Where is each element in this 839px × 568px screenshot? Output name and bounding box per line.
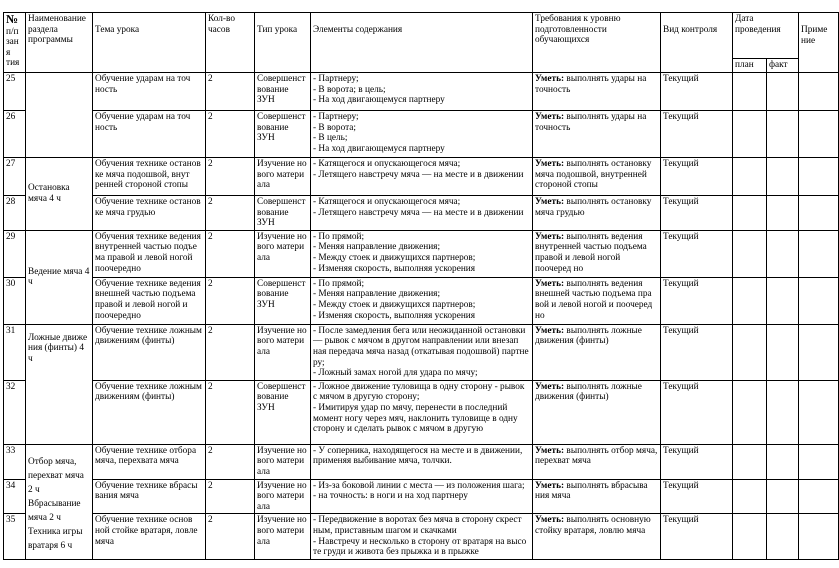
content-element-item: - Ложное движение туловища в одну сторону - рывок с мячом в другую сторону; xyxy=(313,381,525,403)
lesson-topic: Обучение технике ложным движениям (финты) xyxy=(93,380,206,444)
requirements xyxy=(533,111,661,158)
lesson-type: Изучение но вого матери ала xyxy=(255,324,311,380)
content-element-item: - На ход двигающемуся партнеру xyxy=(313,143,445,154)
requirements xyxy=(533,444,661,479)
header-date: Дата проведения xyxy=(733,13,799,59)
requirement-text: выполнять вбрасыва ния мяча xyxy=(535,480,648,502)
lesson-type: Изучение но вого матери ала xyxy=(255,514,311,559)
number-symbol: № xyxy=(6,12,19,26)
table-row xyxy=(4,277,839,324)
requirements xyxy=(533,196,661,231)
requirements xyxy=(533,380,661,444)
date-fact xyxy=(767,444,799,479)
table-row xyxy=(4,158,839,196)
content-elements xyxy=(311,111,533,158)
date-fact xyxy=(767,514,799,559)
row-number: 35 xyxy=(4,514,26,559)
control-type: Текущий xyxy=(661,111,733,158)
date-plan xyxy=(733,230,767,277)
lesson-hours: 2 xyxy=(206,514,255,559)
lesson-topic: Обучения технике останов ке мяча подошвой, внут ренней стороной стопы xyxy=(93,158,206,196)
content-elements xyxy=(311,444,533,479)
content-element-item: - Ложный замах ногой для удара по мячу; xyxy=(313,368,478,379)
lesson-topic: Обучение технике отбора мяча, перехвата мяча xyxy=(93,444,206,479)
table-row xyxy=(4,111,839,158)
lesson-topic: Обучения технике ведения внутренней частью подъе ма правой и левой ногой поочередно xyxy=(93,230,206,277)
row-number: 27 xyxy=(4,158,26,196)
lesson-hours: 2 xyxy=(206,196,255,231)
date-plan xyxy=(733,111,767,158)
content-element-item: - В ворота; xyxy=(313,122,356,133)
row-number: 31 xyxy=(4,324,26,380)
date-fact xyxy=(767,73,799,111)
row-number: 32 xyxy=(4,380,26,444)
section-name: Ложные движе ния (финты) 4 ч xyxy=(26,324,93,444)
date-plan xyxy=(733,196,767,231)
table-row xyxy=(4,380,839,444)
header-section: Наименование раздела программы xyxy=(26,13,93,73)
control-type: Текущий xyxy=(661,230,733,277)
lesson-type: Изучение но вого матери ала xyxy=(255,479,311,514)
header-elements: Элементы содержания xyxy=(311,13,533,73)
table-row xyxy=(4,230,839,277)
header-requirements: Требования к уровню подготовленности обучающихся xyxy=(533,13,661,73)
content-element-item: - Партнеру; xyxy=(313,74,359,84)
date-fact xyxy=(767,158,799,196)
requirement-text: выполнять ведения внутренней частью подъема правой и левой ногой поочеред но xyxy=(535,231,647,274)
content-element-item: - У соперника, находящегося на месте и в движении, применяя выбивание мяча, толчки. xyxy=(313,445,523,467)
date-fact xyxy=(767,479,799,514)
content-elements xyxy=(311,479,533,514)
content-element-item: - Навстречу и несколько в сторону от вратаря на высо те груди и живота без прыжка и в прыжке xyxy=(313,536,527,558)
content-elements xyxy=(311,230,533,277)
note xyxy=(799,380,839,444)
content-element-item: - После замедления бега или неожиданной остановки — рывок с мячом в другом направлении или внезап ная передача мяча назад (откатывая подошвой) партне ру; xyxy=(313,325,529,368)
row-number: 33 xyxy=(4,444,26,479)
lesson-hours: 2 xyxy=(206,324,255,380)
control-type: Текущий xyxy=(661,277,733,324)
content-element-item: - Катящегося и опускающегося мяча; xyxy=(313,159,461,169)
note xyxy=(799,230,839,277)
lesson-type: Совершенст вование ЗУН xyxy=(255,111,311,158)
content-element-item: - Партнеру; xyxy=(313,112,359,122)
content-elements xyxy=(311,514,533,559)
date-fact xyxy=(767,230,799,277)
content-elements xyxy=(311,324,533,380)
date-fact xyxy=(767,111,799,158)
header-type: Тип урока xyxy=(255,13,311,73)
requirement-text: выполнять удары на точность xyxy=(535,112,647,133)
lesson-topic: Обучение ударам на точ ность xyxy=(93,73,206,111)
requirement-text: выполнять остановку мяча грудью xyxy=(535,197,652,218)
requirement-text: выполнять ложные движения (финты) xyxy=(535,325,642,347)
row-number: 26 xyxy=(4,111,26,158)
header-control: Вид контроля xyxy=(661,13,733,73)
control-type: Текущий xyxy=(661,158,733,196)
requirement-label: Уметь: xyxy=(535,197,565,207)
requirement-label: Уметь: xyxy=(535,231,565,242)
lesson-type: Изучение но вого матери ала xyxy=(255,444,311,479)
content-element-item: - Меняя направление движения; xyxy=(313,289,441,300)
table-row xyxy=(4,479,839,514)
lesson-type: Совершенст вование ЗУН xyxy=(255,73,311,111)
control-type: Текущий xyxy=(661,514,733,559)
lesson-hours: 2 xyxy=(206,230,255,277)
table-row xyxy=(4,73,839,111)
requirements xyxy=(533,277,661,324)
date-plan xyxy=(733,158,767,196)
date-fact xyxy=(767,380,799,444)
content-element-item: - Между стоек и движущихся партнеров; xyxy=(313,252,476,263)
requirement-text: выполнять основную стойку вратаря, ловлю мяча xyxy=(535,515,651,536)
requirement-text: выполнять ведения внешней частью подъема пра вой и левой ногой и поочеред но xyxy=(535,278,653,321)
lesson-topic: Обучение технике вбрасы вания мяча xyxy=(93,479,206,514)
header-topic: Тема урока xyxy=(93,13,206,73)
lesson-type: Совершенст вование ЗУН xyxy=(255,277,311,324)
control-type: Текущий xyxy=(661,324,733,380)
date-fact xyxy=(767,277,799,324)
date-plan xyxy=(733,380,767,444)
content-element-item: - Передвижение в воротах без мяча в сторону скрест ным, приставным шагом и скачками xyxy=(313,515,522,536)
lesson-topic: Обучение технике ложным движениям (финты) xyxy=(93,324,206,380)
section-name: Остановка мяча 4 ч xyxy=(26,158,93,231)
requirements xyxy=(533,479,661,514)
control-type: Текущий xyxy=(661,380,733,444)
content-element-item: - В цель; xyxy=(313,133,348,144)
content-element-item: - Меняя направление движения; xyxy=(313,242,441,253)
header-note: Приме ние xyxy=(799,13,839,73)
requirement-label: Уметь: xyxy=(535,159,565,169)
lesson-type: Совершенст вование ЗУН xyxy=(255,380,311,444)
requirement-label: Уметь: xyxy=(535,480,565,491)
row-number: 34 xyxy=(4,479,26,514)
section-name xyxy=(26,73,93,158)
requirement-label: Уметь: xyxy=(535,112,565,122)
requirement-label: Уметь: xyxy=(535,381,565,392)
lesson-type: Изучение но вого матери ала xyxy=(255,230,311,277)
header-number: № п/п заня тия xyxy=(4,13,26,73)
lesson-topic: Обучение технике останов ке мяча грудью xyxy=(93,196,206,231)
requirement-label: Уметь: xyxy=(535,445,565,456)
note xyxy=(799,324,839,380)
content-element-item: - По прямой; xyxy=(313,278,365,289)
content-elements xyxy=(311,380,533,444)
note xyxy=(799,444,839,479)
date-plan xyxy=(733,277,767,324)
date-fact xyxy=(767,196,799,231)
note xyxy=(799,514,839,559)
control-type: Текущий xyxy=(661,73,733,111)
note xyxy=(799,73,839,111)
requirement-text: выполнять удары на точность xyxy=(535,74,647,95)
note xyxy=(799,479,839,514)
row-number: 25 xyxy=(4,73,26,111)
content-element-item: - По прямой; xyxy=(313,231,365,242)
content-element-item: - Из-за боковой линии с места — из положения шага; - на точность: в ноги и на ход партнеру xyxy=(313,480,525,502)
control-type: Текущий xyxy=(661,196,733,231)
row-number: 29 xyxy=(4,230,26,277)
lesson-topic: Обучение ударам на точ ность xyxy=(93,111,206,158)
date-plan xyxy=(733,444,767,479)
control-type: Текущий xyxy=(661,479,733,514)
table-row xyxy=(4,444,839,479)
date-plan xyxy=(733,324,767,380)
note xyxy=(799,277,839,324)
control-type: Текущий xyxy=(661,444,733,479)
date-fact xyxy=(767,324,799,380)
section-name: Отбор мяча, перехват мяча 2 ч Вбрасывание мяча 2 ч Техника игры вратаря 6 ч xyxy=(26,444,93,559)
requirement-label: Уметь: xyxy=(535,74,565,84)
requirements xyxy=(533,324,661,380)
header-hours: Кол-во часов xyxy=(206,13,255,73)
lesson-hours: 2 xyxy=(206,73,255,111)
header-plan: план xyxy=(733,59,767,73)
lesson-hours: 2 xyxy=(206,479,255,514)
content-element-item: - На ход двигающемуся партнеру xyxy=(313,95,445,106)
content-elements xyxy=(311,73,533,111)
lesson-hours: 2 xyxy=(206,111,255,158)
lesson-type: Изучение но вого матери ала xyxy=(255,158,311,196)
note xyxy=(799,158,839,196)
lesson-hours: 2 xyxy=(206,277,255,324)
content-element-item: - Катящегося и опускающегося мяча; xyxy=(313,197,461,207)
content-element-item: - Имитируя удар по мячу, перенести в последний момент ногу через мяч, наклонить туловище в одну сторону и сделать рывок с мячом в другую xyxy=(313,402,518,435)
requirement-label: Уметь: xyxy=(535,325,565,336)
content-element-item: - В ворота; в цель; xyxy=(313,84,386,95)
lesson-hours: 2 xyxy=(206,380,255,444)
content-element-item: - Изменяя скорость, выполняя ускорения xyxy=(313,263,476,274)
lesson-hours: 2 xyxy=(206,444,255,479)
requirement-text: выполнять ложные движения (финты) xyxy=(535,381,642,403)
requirement-label: Уметь: xyxy=(535,515,565,526)
content-element-item: - Летящего навстречу мяча — на месте и в движении xyxy=(313,207,524,218)
lesson-type: Совершенст вование ЗУН xyxy=(255,196,311,231)
requirement-text: выполнять отбор мяча, перехват мяча xyxy=(535,445,658,467)
lesson-topic: Обучение технике основ ной стойке вратаря, ловле мяча xyxy=(93,514,206,559)
requirements xyxy=(533,73,661,111)
content-element-item: - Между стоек и движущихся партнеров; xyxy=(313,299,476,310)
note xyxy=(799,111,839,158)
date-plan xyxy=(733,479,767,514)
requirements xyxy=(533,514,661,559)
requirements xyxy=(533,158,661,196)
section-name: Ведение мяча 4 ч xyxy=(26,230,93,324)
date-plan xyxy=(733,73,767,111)
lesson-plan-table xyxy=(3,12,839,560)
table-row xyxy=(4,514,839,559)
lesson-hours: 2 xyxy=(206,158,255,196)
content-element-item: - Изменяя скорость, выполняя ускорения xyxy=(313,310,476,321)
content-elements xyxy=(311,196,533,231)
date-plan xyxy=(733,514,767,559)
row-number: 30 xyxy=(4,277,26,324)
header-fact: факт xyxy=(767,59,799,73)
lesson-topic: Обучение технике ведения внешней частью подъема правой и левой ногой и поочередно xyxy=(93,277,206,324)
table-row xyxy=(4,324,839,380)
requirements xyxy=(533,230,661,277)
requirement-text: выполнять остановку мяча подошвой, внутренней стороной стопы xyxy=(535,159,652,191)
note xyxy=(799,196,839,231)
content-element-item: - Летящего навстречу мяча — на месте и в движении xyxy=(313,169,524,180)
requirement-label: Уметь: xyxy=(535,278,565,289)
content-elements xyxy=(311,158,533,196)
table-row xyxy=(4,196,839,231)
row-number: 28 xyxy=(4,196,26,231)
content-elements xyxy=(311,277,533,324)
